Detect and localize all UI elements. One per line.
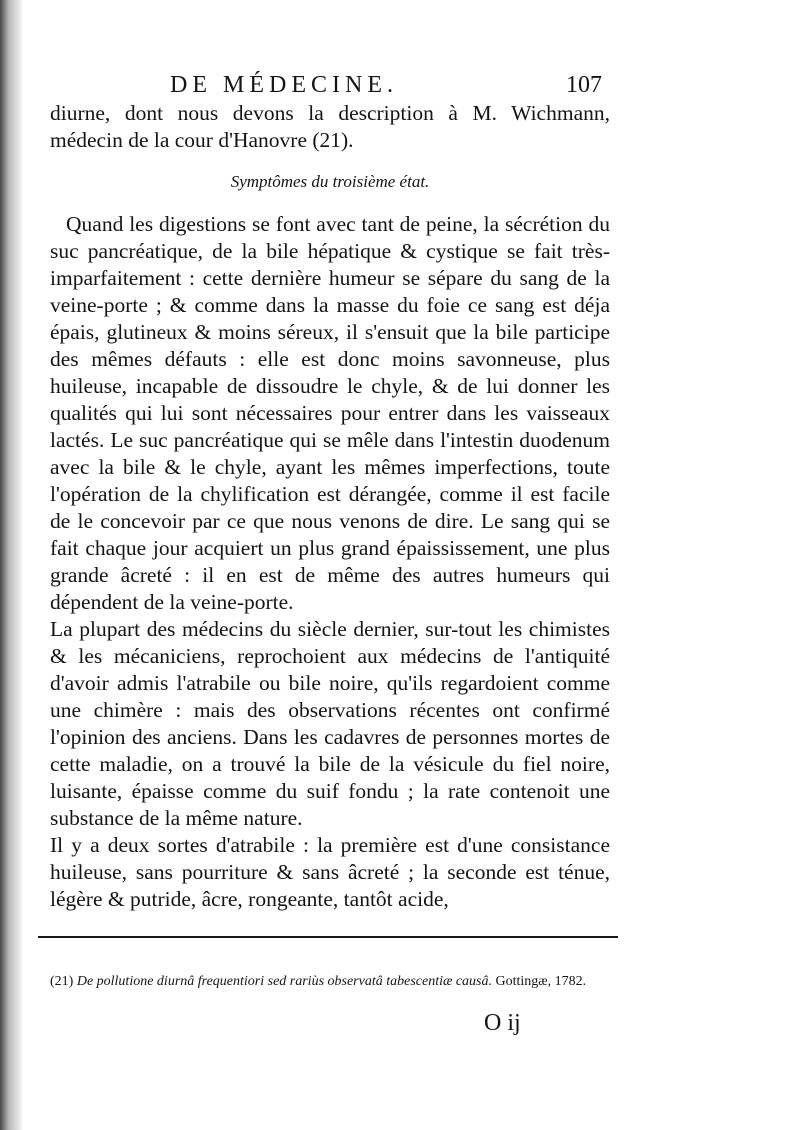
body-text — [50, 100, 610, 913]
running-title: DE MÉDECINE. — [170, 72, 398, 98]
section-heading: Symptômes du troisième état. — [230, 172, 430, 191]
footnote-rule — [38, 936, 618, 938]
paragraph: La plupart des médecins du siècle dernier, sur-tout les chimistes & les mécaniciens, reprochoient aux médecins de l'antiquité d'avoir admis l'atrabile ou bile noire, qu'ils regardoient comme une chimère : mais des observations récentes ont confirmé l'opinion des anciens. Dans les cadavres de personnes mortes de cette maladie, on a trouvé la bile de la vésicule du fiel noire, luisante, épaisse comme du suif fondu ; la rate contenoit une substance de la même nature. — [50, 617, 610, 830]
footnote-source: Gottingæ, 1782. — [495, 974, 587, 989]
page-edge-shadow — [0, 0, 22, 1130]
page-header — [170, 68, 610, 102]
signature-mark: O ij — [484, 1010, 521, 1036]
paragraph: Il y a deux sortes d'atrabile : la première est d'une consistance huileuse, sans pourriture & sans âcreté ; la seconde est ténue, légère & putride, âcre, rongeante, tantôt acide, — [50, 833, 610, 911]
page-number: 107 — [566, 72, 602, 98]
paragraph-continuation: diurne, dont nous devons la description à M. Wichmann, médecin de la cour d'Hanovre (21). — [50, 101, 610, 152]
footnote-marker: (21) — [50, 974, 74, 989]
footnote — [50, 972, 610, 991]
footnote-title: De pollutione diurnâ frequentiori sed rariùs observatâ tabescentiæ causâ. — [76, 974, 492, 989]
paragraph: Quand les digestions se font avec tant de peine, la sécrétion du suc pancréatique, de la bile hépatique & cystique se fait très-imparfaitement : cette dernière humeur se sépare du sang de la veine-porte ; & comme dans la masse du foie ce sang est déja épais, glutineux & moins séreux, il s'ensuit que la bile participe des mêmes défauts : elle est donc moins savonneuse, plus huileuse, incapable de dissoudre le chyle, & de lui donner les qualités qui lui sont nécessaires pour entrer dans les vaisseaux lactés. Le suc pancréatique qui se mêle dans l'intestin duodenum avec la bile & le chyle, ayant les mêmes imperfections, toute l'opération de la chylification est dérangée, comme il est facile de le concevoir par ce que nous venons de dire. Le sang qui se fait chaque jour acquiert un plus grand épaississement, une plus grande âcreté : il en est de même des autres humeurs qui dépendent de la veine-porte. — [50, 212, 610, 614]
